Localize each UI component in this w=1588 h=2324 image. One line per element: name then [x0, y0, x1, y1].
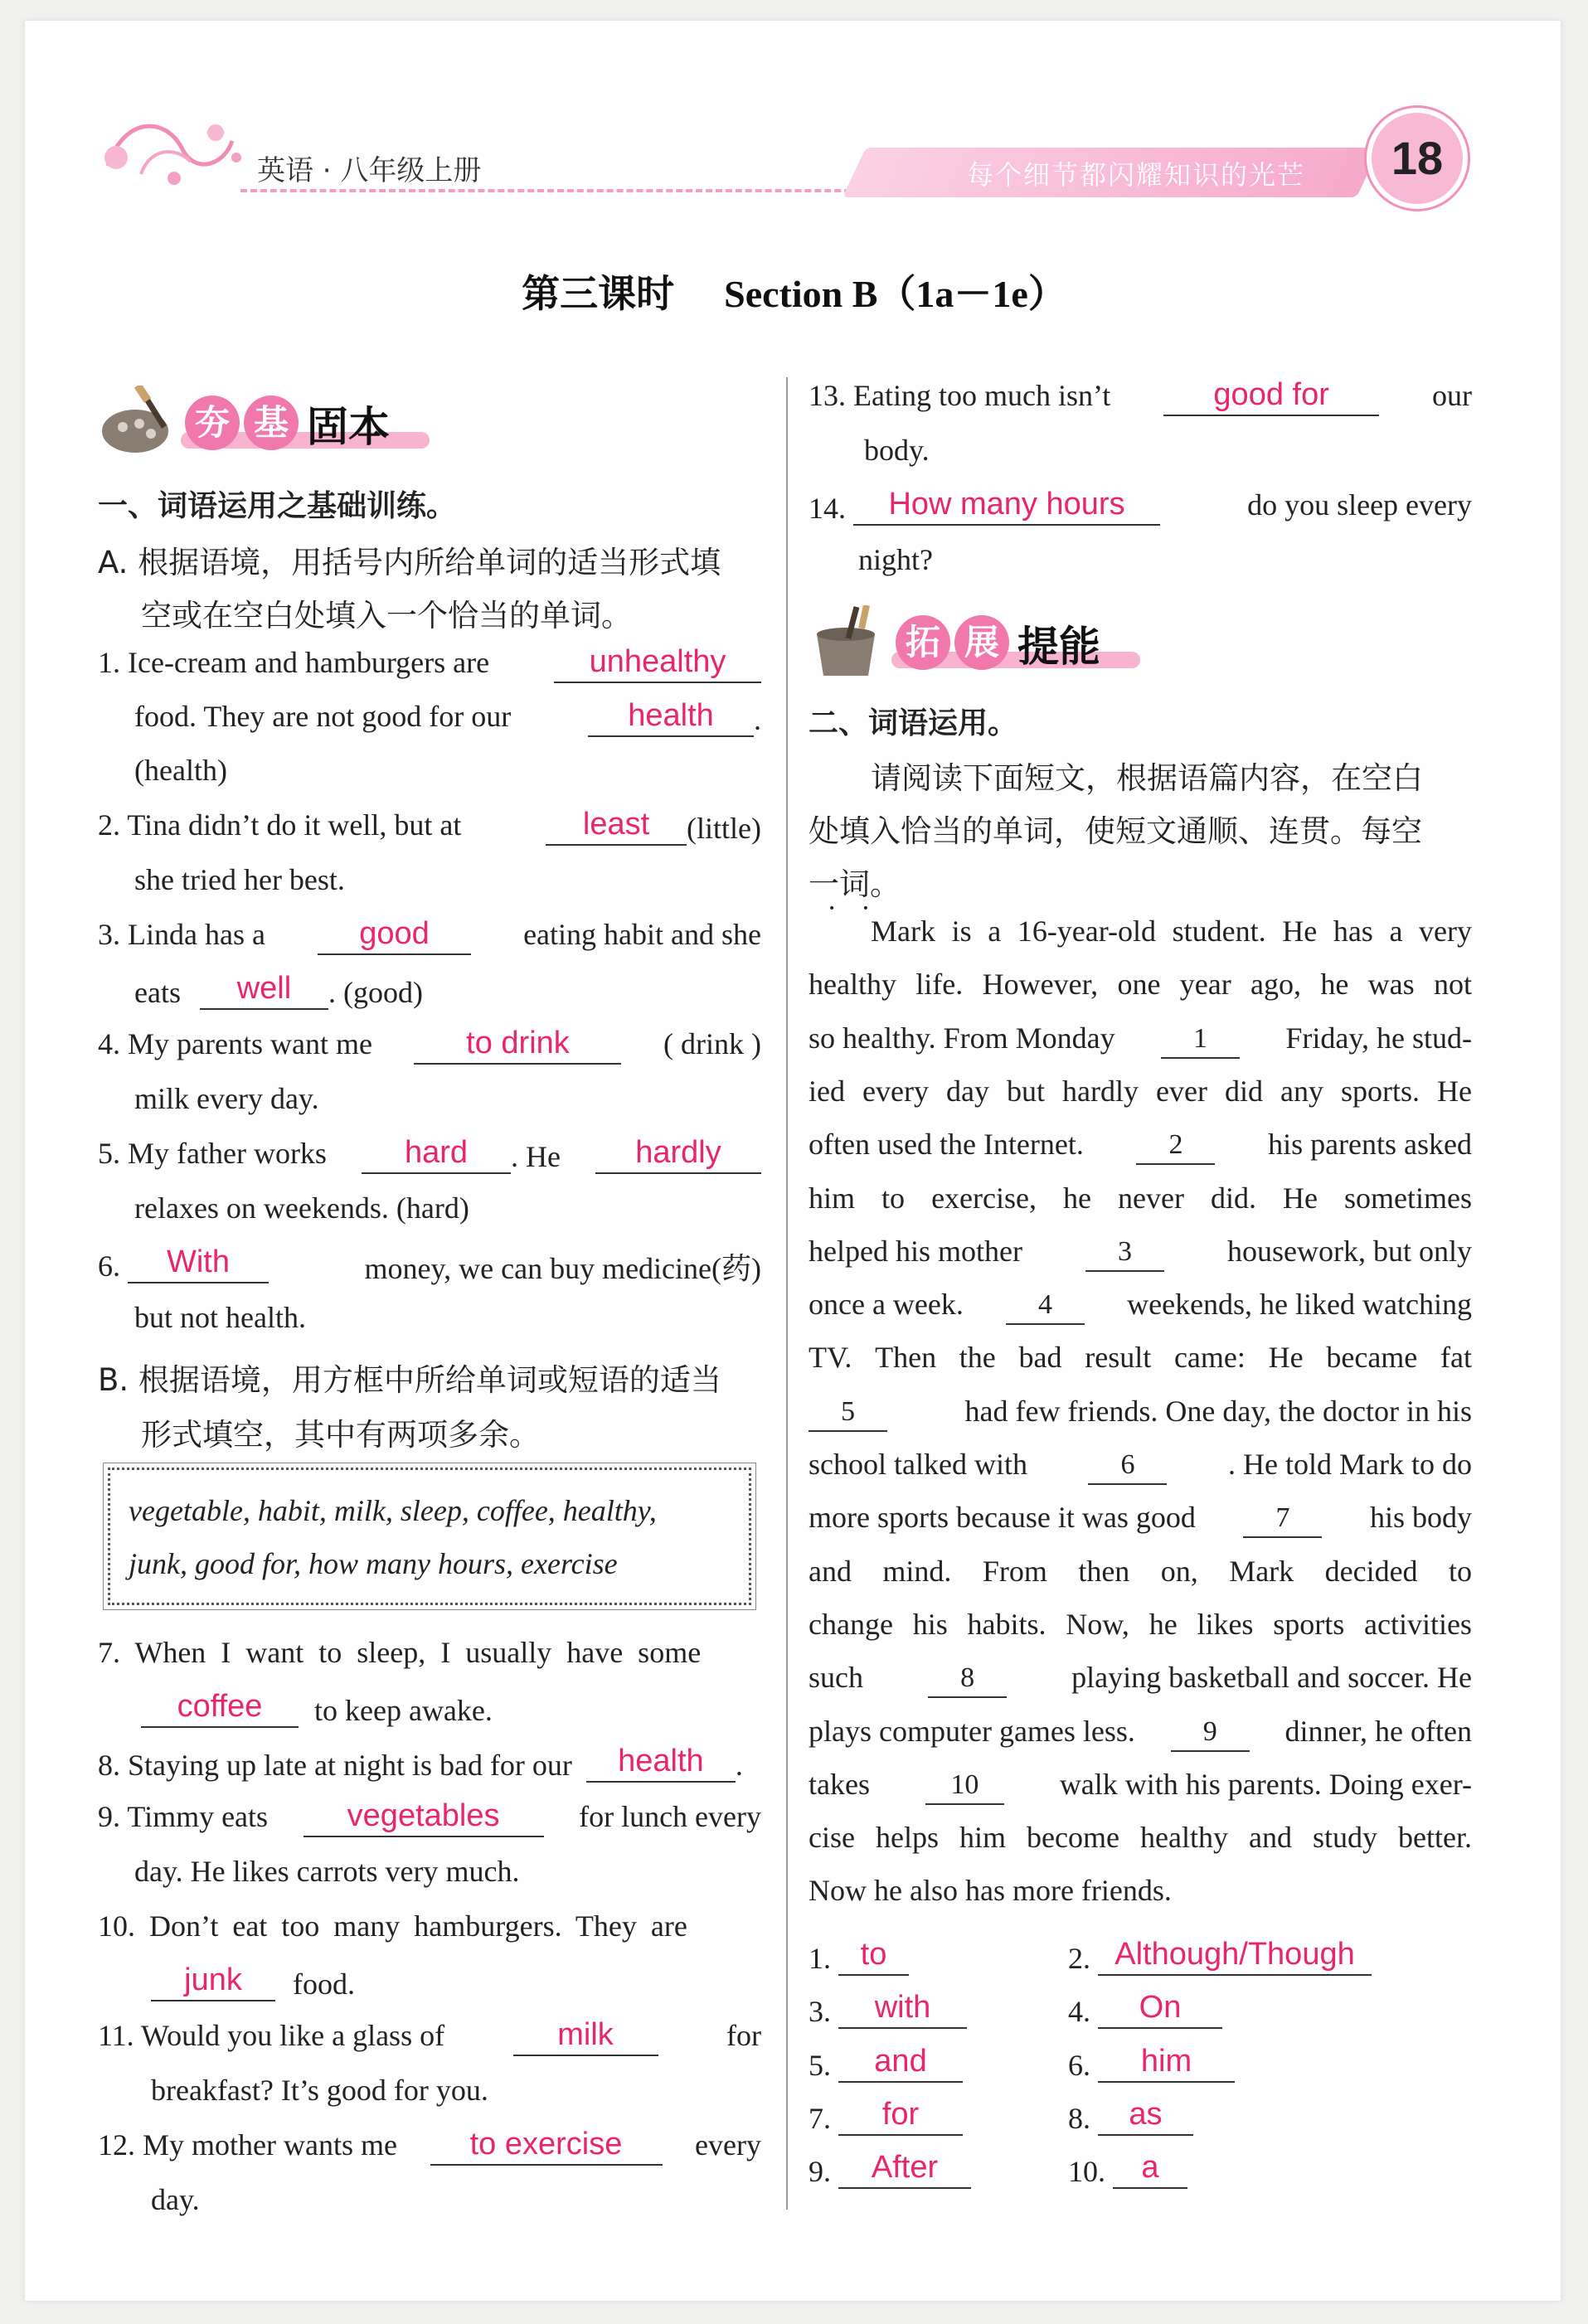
column-divider	[786, 377, 788, 2210]
blank-number: 7	[1275, 1502, 1290, 1534]
question-10-line-2: junk food.	[151, 1963, 355, 2001]
passage-line: Now he also has more friends.	[809, 1874, 1172, 1908]
section2-instruction-2: 处填入恰当的单词，使短文通顺、连贯。每空	[809, 813, 1422, 849]
blank-number: 9	[1202, 1715, 1217, 1747]
section2-instruction-1: 请阅读下面短文，根据语篇内容，在空白	[871, 760, 1423, 796]
blank-number: 10	[950, 1768, 979, 1800]
answer-key-value: a	[1141, 2150, 1159, 2186]
answer-key-item: 1. to	[809, 1938, 909, 1976]
answer-key-item: 3. with	[809, 1991, 967, 2029]
blank-number: 2	[1168, 1129, 1183, 1161]
blank-number: 1	[1193, 1022, 1207, 1054]
question-9-line-2: day. He likes carrots very much.	[134, 1855, 520, 1888]
passage-line: once a week. 4 weekends, he liked watching	[809, 1287, 1472, 1325]
passage-blank	[1085, 1234, 1164, 1272]
answer-13: good for	[1213, 377, 1329, 412]
question-4: 4. My parents want me to drink ( drink )	[98, 1026, 761, 1065]
banner-char-2: 展	[954, 615, 1009, 670]
answer-key-item: 10. a	[1068, 2151, 1187, 2189]
answer-10: junk	[184, 1963, 242, 1997]
question-14-line-2: night?	[858, 543, 933, 576]
section2-instruction-3: 一词。 • •	[809, 859, 901, 904]
answer-3-1: good	[359, 916, 430, 951]
question-7-line-2: coffee to keep awake.	[141, 1690, 493, 1728]
answer-3-2: well	[236, 971, 292, 1006]
header-dashed-line	[240, 189, 871, 192]
partA-instruction-1: A. 根据语境，用括号内所给单词的适当形式填	[98, 545, 721, 580]
blank-number: 3	[1117, 1235, 1132, 1267]
page-number: 18	[1367, 108, 1468, 209]
answer-key-value: to	[860, 1937, 887, 1972]
passage-blank	[1136, 1127, 1215, 1165]
answer-2: least	[582, 807, 650, 842]
question-2: 2. Tina didn’t do it well, but at least (little)	[98, 807, 761, 845]
answer-7: coffee	[177, 1689, 263, 1724]
partA-instruction-2: 空或在空白处填入一个恰当的单词。	[141, 598, 632, 633]
question-6: 6. With money, we can buy medicine(药)	[98, 1244, 761, 1285]
passage-line: more sports because it was good 7 his body	[809, 1500, 1472, 1538]
passage-blank	[928, 1660, 1007, 1698]
passage-line: healthy life. However, one year ago, he was not	[809, 968, 1472, 1002]
answer-key-value: and	[874, 2043, 927, 2079]
passage-blank	[809, 1394, 887, 1432]
banner-char-1: 拓	[896, 615, 950, 670]
partB-instruction-2: 形式填空，其中有两项多余。	[141, 1417, 540, 1453]
answer-key-item: 9. After	[809, 2151, 971, 2189]
word-bank-line-2: junk, good for, how many hours, exercise	[129, 1547, 618, 1580]
blank-number: 5	[841, 1395, 855, 1427]
passage-line: Mark is a 16-year-old student. He has a very	[871, 915, 1472, 948]
answer-12: to exercise	[469, 2127, 623, 2161]
answer-key-value: as	[1129, 2096, 1163, 2132]
answer-key-item: 7. for	[809, 2098, 963, 2136]
answer-key-value: On	[1139, 1990, 1182, 2026]
question-7: 7. When I want to sleep, I usually have some	[98, 1636, 702, 1669]
banner-char-2: 基	[244, 395, 299, 450]
passage-blank	[1171, 1714, 1250, 1752]
answer-1-1: unhealthy	[589, 644, 726, 679]
answer-key-item: 2. Although/Though	[1068, 1938, 1372, 1976]
answer-8: health	[618, 1744, 704, 1778]
passage-line: plays computer games less. 9 dinner, he often	[809, 1714, 1472, 1752]
passage-blank	[925, 1767, 1004, 1805]
blank-number: 8	[960, 1662, 975, 1694]
question-13-line-2: body.	[864, 434, 930, 467]
page-title	[0, 264, 1588, 318]
passage-blank	[1088, 1447, 1167, 1485]
passage-line: school talked with 6 . He told Mark to do	[809, 1447, 1472, 1485]
header-motto: 每个细节都闪耀知识的光芒	[966, 159, 1305, 191]
passage-line: so healthy. From Monday 1 Friday, he stud-	[809, 1021, 1472, 1059]
blank-number: 4	[1038, 1289, 1052, 1321]
question-12-line-2: day.	[151, 2183, 200, 2216]
word-bank-box	[108, 1468, 751, 1605]
question-4-line-2: milk every day.	[134, 1082, 319, 1115]
blank-number: 6	[1120, 1449, 1135, 1480]
answer-key-item: 8. as	[1068, 2098, 1193, 2136]
section-banner-consolidate	[98, 386, 446, 460]
passage-line: TV. Then the bad result came: He became fat	[809, 1341, 1472, 1375]
answer-key-value: him	[1140, 2043, 1192, 2079]
question-2-line-2: she tried her best.	[134, 863, 345, 896]
banner-char-1: 夯	[185, 395, 240, 450]
lesson-label: 第三课时	[522, 271, 675, 316]
passage-line: him to exercise, he never did. He sometimes	[809, 1181, 1472, 1215]
question-5: 5. My father works hard . He hardly	[98, 1136, 761, 1174]
passage-line: such 8 playing basketball and soccer. He	[809, 1660, 1472, 1698]
question-1-line-2: food. They are not good for our health .	[134, 698, 761, 736]
passage-blank	[1006, 1287, 1085, 1325]
question-5-line-2: relaxes on weekends. (hard)	[134, 1191, 469, 1225]
section-label: Section B（1a－1e）	[724, 273, 1066, 315]
answer-key-item: 4. On	[1068, 1991, 1222, 2029]
passage-line: cise helps him become healthy and study better.	[809, 1821, 1472, 1855]
passage-line: takes 10 walk with his parents. Doing exer-	[809, 1767, 1472, 1805]
banner-title: 固本	[307, 403, 390, 451]
question-9: 9. Timmy eats vegetables for lunch every	[98, 1799, 761, 1837]
partB-instruction-1: B. 根据语境，用方框中所给单词或短语的适当	[98, 1362, 721, 1398]
question-1-hint: (health)	[134, 754, 227, 787]
question-10: 10. Don’t eat too many hamburgers. They are	[98, 1909, 687, 1943]
answer-1-2: health	[628, 698, 714, 733]
question-3: 3. Linda has a good eating habit and she	[98, 917, 761, 955]
answer-5-1: hard	[404, 1135, 469, 1170]
passage-line: ied every day but hardly ever did any sports. He	[809, 1074, 1472, 1108]
question-14: 14. How many hours do you sleep every	[809, 487, 1472, 525]
book-title: 英语 · 八年级上册	[257, 154, 482, 187]
passage-line: 5 had few friends. One day, the doctor in his	[809, 1394, 1472, 1432]
banner-title: 提能	[1017, 623, 1100, 671]
question-6-line-2: but not health.	[134, 1301, 306, 1334]
answer-key-value: After	[871, 2150, 939, 2186]
answer-key-value: for	[881, 2096, 920, 2132]
question-8: 8. Staying up late at night is bad for our health .	[98, 1744, 743, 1782]
floral-ornament-icon	[91, 99, 257, 199]
word-bank-line-1: vegetable, habit, milk, sleep, coffee, healthy,	[129, 1494, 657, 1527]
passage-line: helped his mother 3 housework, but only	[809, 1234, 1472, 1272]
question-11-line-2: breakfast? It’s good for you.	[151, 2074, 488, 2107]
answer-11: milk	[557, 2017, 614, 2052]
question-12: 12. My mother wants me to exercise every	[98, 2128, 761, 2166]
answer-key-item: 5. and	[809, 2045, 963, 2083]
passage-line: and mind. From then on, Mark decided to	[809, 1554, 1472, 1588]
question-11: 11. Would you like a glass of milk for	[98, 2018, 761, 2056]
answer-9: vegetables	[347, 1798, 500, 1833]
answer-key-item: 6. him	[1068, 2045, 1235, 2083]
passage-line: often used the Internet. 2 his parents asked	[809, 1127, 1472, 1165]
palette-brush-icon	[98, 386, 181, 460]
answer-14: How many hours	[888, 487, 1125, 522]
question-13: 13. Eating too much isn’t good for our	[809, 378, 1472, 416]
question-3-line-2: eats well . (good)	[134, 971, 423, 1009]
passage-blank	[1161, 1021, 1240, 1059]
answer-6: With	[167, 1244, 230, 1279]
answer-5-2: hardly	[635, 1135, 721, 1170]
answer-key-value: Although/Though	[1115, 1937, 1355, 1972]
passage-line: change his habits. Now, he likes sports activities	[809, 1607, 1472, 1641]
answer-key-value: with	[874, 1990, 931, 2026]
paint-bucket-brush-icon	[809, 605, 891, 680]
answer-4: to drink	[466, 1026, 570, 1060]
question-1: 1. Ice-cream and hamburgers are unhealthy	[98, 645, 761, 683]
passage-blank	[1243, 1500, 1322, 1538]
section-banner-extend	[809, 605, 1157, 680]
section2-heading: 二、词语运用。	[809, 706, 1018, 740]
section1-heading: 一、词语运用之基础训练。	[98, 489, 457, 523]
